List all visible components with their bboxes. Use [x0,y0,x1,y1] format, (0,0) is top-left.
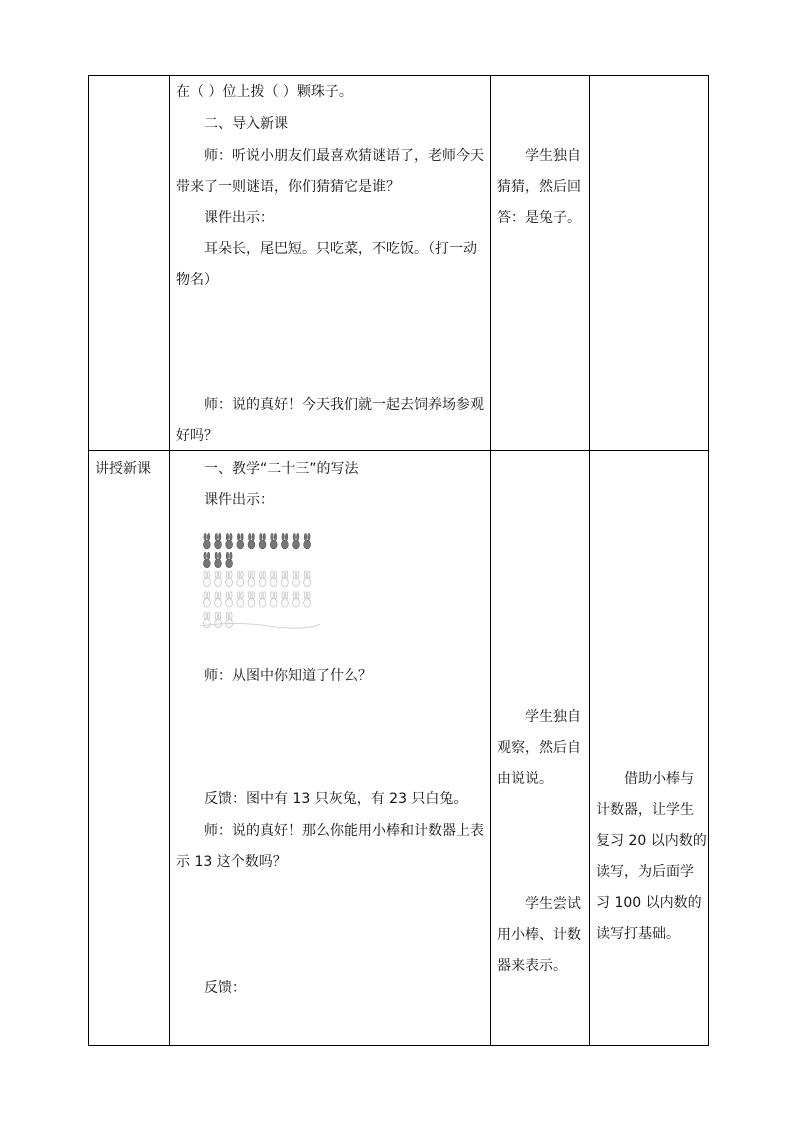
white-rabbit-icon [248,592,255,607]
white-rabbit-icon [293,592,300,607]
white-rabbit-icon [293,571,300,586]
white-rabbit-icon [281,571,288,586]
gray-rabbit-icon [281,533,288,548]
white-rabbit-icon [226,571,233,586]
lesson-plan-table [88,75,709,1046]
text-line: 由说说。 [497,771,553,787]
white-rabbit-icon [237,592,244,607]
student-activity-cell [491,76,590,451]
text-line: 师：听说小朋友们最喜欢猜谜语了，老师今天 [204,148,484,164]
table-row [89,76,709,451]
text-line: 师：说的真好！那么你能用小棒和计数器上表 [204,823,484,839]
gray-rabbit-icon [203,552,210,567]
white-rabbit-icon [304,592,311,607]
gray-rabbit-icon [293,533,300,548]
text-line: 猜猜，然后回 [497,179,581,195]
gray-rabbit-icon [226,552,233,567]
gray-rabbit-icon [270,533,277,548]
text-line: 在（ ）位上拨（ ）颗珠子。 [176,84,353,100]
text-line: 复习 20 以内数的 [596,833,707,849]
student-activity-cell [491,451,590,1046]
white-rabbit-icon [203,592,210,607]
section-heading: 一、教学“二十三”的写法 [204,461,359,477]
white-rabbit-icon [248,571,255,586]
text-line: 读写打基础。 [596,926,680,942]
white-rabbit-icon [215,612,222,627]
gray-rabbit-icon [215,533,222,548]
text-line: 借助小棒与 [624,771,694,787]
design-intent-cell [590,76,709,451]
gray-rabbit-icon [226,533,233,548]
text-line: 带来了一则谜语，你们猜猜它是谁？ [176,179,400,195]
feedback-line: 反馈： [204,980,246,996]
gray-rabbit-icon [237,533,244,548]
white-rabbit-icon [270,571,277,586]
text-line: 课件出示： [204,492,274,508]
riddle-text: 物名） [176,272,218,288]
teacher-activity-cell [170,451,491,1046]
white-rabbit-icon [281,592,288,607]
white-rabbit-icon [259,571,266,586]
text-line: 用小棒、计数 [497,927,581,943]
text-line: 习 100 以内数的 [596,895,702,911]
text-line: 器来表示。 [497,958,567,974]
text-line: 读写，为后面学 [596,864,694,880]
gray-rabbit-icon [259,533,266,548]
text-line: 课件出示： [204,210,274,226]
white-rabbit-icon [259,592,266,607]
white-rabbit-icon [215,571,222,586]
text-line: 学生独自 [525,148,581,164]
text-line: 好吗？ [176,428,218,444]
text-line: 师：说的真好！今天我们就一起去饲养场参观 [204,397,484,413]
stage-label: 讲授新课 [95,461,151,477]
text-line: 学生独自 [525,709,581,725]
table-row [89,451,709,1046]
gray-rabbit-icon [215,552,222,567]
gray-rabbit-icon [203,533,210,548]
stage-cell [89,76,170,451]
design-intent-cell [590,451,709,1046]
gray-rabbit-icon [248,533,255,548]
text-line: 师：从图中你知道了什么？ [204,668,372,684]
white-rabbit-icon [226,592,233,607]
stage-cell [89,451,170,1046]
text-line: 计数器，让学生 [596,802,694,818]
white-rabbit-icon [304,571,311,586]
text-line: 示 13 这个数吗？ [176,854,287,870]
feedback-line: 反馈：图中有 13 只灰兔，有 23 只白兔。 [204,791,468,807]
white-rabbit-icon [203,571,210,586]
rabbit-picture [200,523,320,645]
teacher-activity-cell [170,76,491,451]
white-rabbit-icon [215,592,222,607]
text-line: 答：是兔子。 [497,210,581,226]
riddle-text: 耳朵长，尾巴短。只吃菜，不吃饭。（打一动 [204,241,477,257]
white-rabbit-icon [237,571,244,586]
text-line: 学生尝试 [525,896,581,912]
white-rabbit-icon [270,592,277,607]
text-line: 观察，然后自 [497,740,581,756]
section-heading: 二、导入新课 [204,116,288,132]
white-rabbit-icon [226,612,233,627]
gray-rabbit-icon [304,533,311,548]
